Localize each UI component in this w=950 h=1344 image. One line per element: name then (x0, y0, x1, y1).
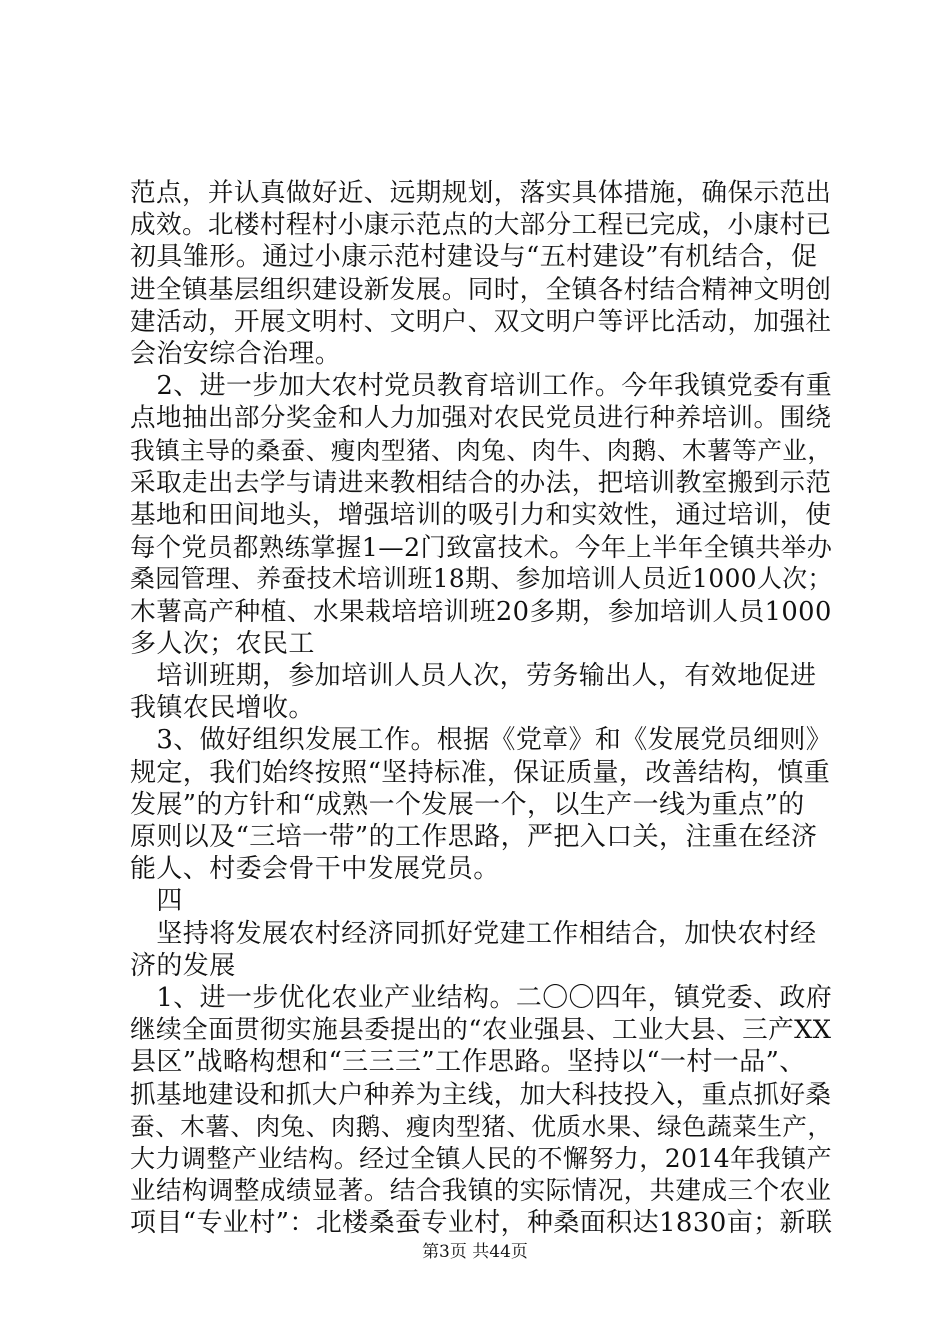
text-line: 基地和田间地头，增强培训的吸引力和实效性，通过培训，使 (130, 500, 832, 530)
text-line: 发展”的方针和“成熟一个发展一个，以生产一线为重点”的 (130, 789, 805, 820)
text-line: 原则以及“三培一带”的工作思路，严把入口关，注重在经济 (130, 822, 818, 852)
text-line: 多人次；农民工 (130, 628, 315, 659)
text-line: 项目“专业村”：北楼桑蚕专业村，种桑面积达1830亩；新联 (130, 1208, 833, 1239)
text-line: 范点，并认真做好近、远期规划，落实具体措施，确保示范出 (130, 178, 832, 208)
text-line: 济的发展 (130, 950, 236, 981)
text-line: 木薯高产种植、水果栽培培训班20多期，参加培训人员1000 (130, 596, 832, 627)
text-line: 1、进一步优化农业产业结构。二〇〇四年，镇党委、政府 (130, 983, 833, 1013)
text-line: 建活动，开展文明村、文明户、双文明户等评比活动，加强社 (130, 306, 832, 337)
text-line: 桑园管理、养蚕技术培训班18期、参加培训人员近1000人次； (130, 564, 833, 594)
text-line: 成效。北楼村程村小康示范点的大部分工程已完成，小康村已 (130, 210, 832, 241)
text-line: 四 (130, 886, 183, 917)
text-line: 会治安综合治理。 (130, 339, 342, 369)
text-line: 抓基地建设和抓大户种养为主线，加大科技投入，重点抓好桑 (130, 1079, 832, 1110)
text-line: 3、做好组织发展工作。根据《党章》和《发展党员细则》 (130, 725, 833, 756)
text-line: 初具雏形。通过小康示范村建设与“五村建设”有机结合，促 (130, 242, 818, 273)
text-line: 点地抽出部分奖金和人力加强对农民党员进行种养培训。围绕 (130, 403, 832, 434)
text-line: 我镇农民增收。 (130, 693, 315, 724)
text-line: 大力调整产业结构。经过全镇人民的不懈努力，2014年我镇产 (130, 1144, 832, 1173)
text-line: 规定，我们始终按照“坚持标准，保证质量，改善结构，慎重 (130, 757, 831, 788)
text-line: 蚕、木薯、肉兔、肉鹅、瘦肉型猪、优质水果、绿色蔬菜生产， (130, 1111, 833, 1141)
text-line: 我镇主导的桑蚕、瘦肉型猪、肉兔、肉牛、肉鹅、木薯等产业， (130, 435, 833, 465)
text-line: 能人、村委会骨干中发展党员。 (130, 854, 500, 885)
text-line: 2、进一步加大农村党员教育培训工作。今年我镇党委有重 (130, 371, 833, 402)
text-line: 进全镇基层组织建设新发展。同时，全镇各村结合精神文明创 (130, 274, 832, 305)
text-line: 培训班期，参加培训人员人次，劳务输出人，有效地促进 (130, 661, 817, 691)
text-line: 采取走出去学与请进来教相结合的办法，把培训教室搬到示范 (130, 467, 832, 498)
text-line: 业结构调整成绩显著。结合我镇的实际情况，共建成三个农业 (130, 1176, 832, 1207)
text-line: 县区”战略构想和“三三三”工作思路。坚持以“一村一品”、 (130, 1047, 806, 1078)
text-line: 每个党员都熟练掌握1—2门致富技术。今年上半年全镇共举办 (130, 532, 833, 563)
text-line: 坚持将发展农村经济同抓好党建工作相结合，加快农村经 (130, 918, 817, 949)
page-footer: 第3页 共44页 (422, 1242, 528, 1262)
text-line: 继续全面贯彻实施县委提出的“农业强县、工业大县、三产XX (130, 1015, 832, 1046)
